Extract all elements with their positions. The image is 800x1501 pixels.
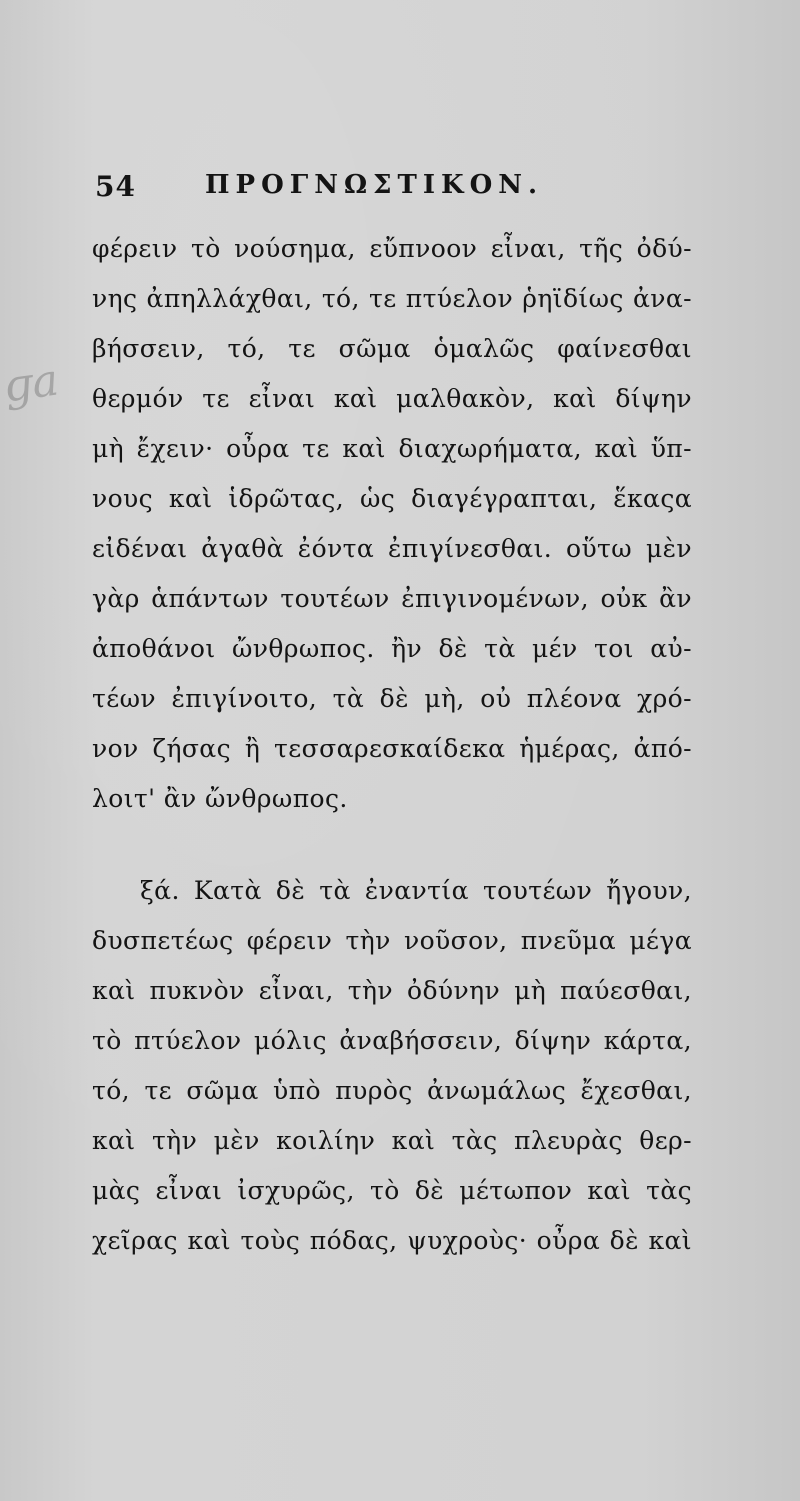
text-line: νον ζήσας ἢ τεσσαρεσκαίδεκα ἡμέρας, ἀπό- — [92, 734, 692, 763]
paragraph-2 — [92, 866, 692, 1266]
text-line: δυσπετέως φέρειν τὴν νοῦσον, πνεῦμα μέγα — [92, 926, 692, 955]
text-line: ξά. Κατὰ δὲ τὰ ἐναντία τουτέων ἤγουν, — [140, 876, 692, 905]
page-header — [95, 170, 695, 210]
text-line: βήσσειν, τό, τε σῶμα ὁμαλῶς φαίνεσθαι — [92, 334, 692, 363]
text-line: καὶ τὴν μὲν κοιλίην καὶ τὰς πλευρὰς θερ- — [92, 1126, 692, 1155]
text-line: νους καὶ ἱδρῶτας, ὡς διαγέγραπται, ἕκαςα — [92, 484, 692, 513]
text-line: μὰς εἶναι ἰσχυρῶς, τὸ δὲ μέτωπον καὶ τὰς — [92, 1176, 692, 1205]
paragraph-1 — [92, 224, 692, 824]
text-line: χεῖρας καὶ τοὺς πόδας, ψυχροὺς· οὖρα δὲ καὶ — [92, 1226, 692, 1255]
text-line: λοιτ' ἂν ὤνθρωπος. — [92, 784, 348, 813]
text-line: μὴ ἔχειν· οὖρα τε καὶ διαχωρήματα, καὶ ὕπ- — [92, 434, 692, 463]
text-line: τέων ἐπιγίνοιτο, τὰ δὲ μὴ, οὐ πλέονα χρό- — [92, 684, 692, 713]
text-line: φέρειν τὸ νούσημα, εὔπνοον εἶναι, τῆς ὀδύ- — [92, 234, 692, 263]
page-number: 54 — [95, 170, 136, 203]
text-line: θερμόν τε εἶναι καὶ μαλθακὸν, καὶ δίψην — [92, 384, 692, 413]
text-line: τὸ πτύελον μόλις ἀναβήσσειν, δίψην κάρτα, — [92, 1026, 692, 1055]
text-line: γὰρ ἁπάντων τουτέων ἐπιγινομένων, οὐκ ἂν — [92, 584, 692, 613]
margin-ink-mark: ɡa — [0, 354, 62, 413]
running-title: ΠΡΟΓΝΩΣΤΙΚΟΝ. — [205, 170, 544, 200]
text-line: εἰδέναι ἀγαθὰ ἐόντα ἐπιγίνεσθαι. οὕτω μὲν — [92, 534, 692, 563]
text-line: ἀποθάνοι ὤνθρωπος. ἢν δὲ τὰ μέν τοι αὐ- — [92, 634, 692, 663]
text-line: τό, τε σῶμα ὑπὸ πυρὸς ἀνωμάλως ἔχεσθαι, — [92, 1076, 692, 1105]
text-line: καὶ πυκνὸν εἶναι, τὴν ὀδύνην μὴ παύεσθαι, — [92, 976, 692, 1005]
text-line: νης ἀπηλλάχθαι, τό, τε πτύελον ῥηϊδίως ἀνα- — [92, 284, 692, 313]
